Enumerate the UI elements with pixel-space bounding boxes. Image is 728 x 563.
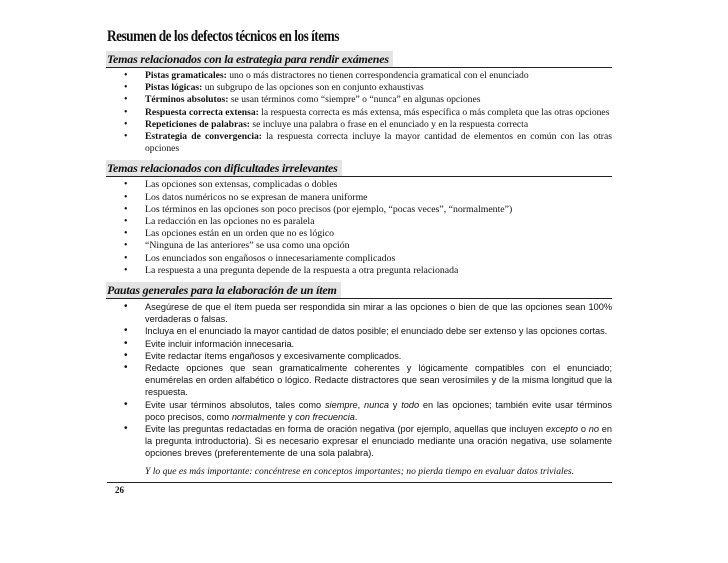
section-rule <box>106 176 612 177</box>
bullet-icon: • <box>124 337 128 349</box>
list-item-text: Las opciones están en un orden que no es lógico <box>145 228 335 240</box>
list-item <box>107 240 612 252</box>
list-item <box>107 204 612 216</box>
term-label: Respuesta correcta extensa: <box>145 106 259 118</box>
section-rule <box>106 67 612 68</box>
list-item <box>107 131 612 155</box>
bullet-icon: • <box>124 82 128 94</box>
list-item <box>107 301 612 325</box>
list-item-text: en la pregunta introductoria). Si es necesario expresar el enunciado mediante una oración negativa, use solamente opciones breves (preferentemente de una sola palabra). <box>145 424 612 459</box>
list-item-text: Los datos numéricos no se expresan de manera uniforme <box>145 191 368 203</box>
list-item <box>107 399 612 423</box>
bullet-icon: • <box>124 349 128 361</box>
strategy-list <box>107 70 612 155</box>
list-item-text: Redacte opciones que sean gramaticalmente coherentes y lógicamente compatibles con el enunciado; enumérelas en orden alfabético o lógico. Redacte distractores que sean verosímiles y de la misma longitud que la respuesta. <box>145 363 612 398</box>
closing-note: Y lo que es más importante: concéntrese en conceptos importantes; no pierda tiempo en evaluar datos triviales. <box>145 465 575 477</box>
list-item <box>107 94 612 106</box>
list-item <box>107 325 612 337</box>
bullet-icon: • <box>124 362 128 374</box>
bullet-icon: • <box>124 70 128 81</box>
bullet-icon: • <box>124 264 128 276</box>
bullet-icon: • <box>124 118 128 130</box>
document-page <box>107 28 612 495</box>
list-item-text: y <box>389 399 402 410</box>
list-item-text: “Ninguna de las anteriores” se usa como una opción <box>145 240 350 252</box>
term-description: la respuesta correcta incluye la mayor cantidad de elementos en común con las otras opciones <box>145 131 612 155</box>
list-item-text: Los enunciados son engañosos o innecesariamente complicados <box>145 252 396 264</box>
section-heading-guidelines <box>106 281 612 299</box>
list-item <box>107 107 612 119</box>
difficulties-list <box>107 179 612 277</box>
list-item-text: o <box>578 424 589 435</box>
list-item <box>107 179 612 191</box>
list-item <box>107 265 612 277</box>
list-item-text: Asegúrese de que el ítem pueda ser respondida sin mirar a las opciones o bien de que las opciones sean 100% verdaderas o falsas. <box>145 302 612 325</box>
bullet-icon: • <box>124 131 128 143</box>
term-description: uno o más distractores no tienen correspondencia gramatical con el enunciado <box>226 70 529 81</box>
bullet-icon: • <box>124 325 128 337</box>
section-heading-label: Temas relacionados con la estrategia para rendir exámenes <box>106 51 393 68</box>
list-item-text: Evite las preguntas redactadas en forma de oración negativa (por ejemplo, aquellas que incluyen <box>145 424 546 435</box>
term-description: se incluye una palabra o frase en el enunciado y en la respuesta correcta <box>250 118 529 130</box>
term-label: Términos absolutos: <box>145 94 229 106</box>
bullet-icon: • <box>124 216 128 228</box>
emphasized-term: excepto <box>545 424 579 435</box>
list-item <box>107 423 612 460</box>
bullet-icon: • <box>124 203 128 215</box>
emphasized-term: no <box>588 424 599 435</box>
footer-rule <box>107 482 612 483</box>
term-label: Repeticiones de palabras: <box>145 118 250 130</box>
bullet-icon: • <box>124 252 128 264</box>
list-item <box>107 228 612 240</box>
bullet-icon: • <box>124 240 128 252</box>
term-label: Pistas lógicas: <box>145 82 203 94</box>
term-description: un subgrupo de las opciones son en conjunto exhaustivas <box>202 82 424 94</box>
list-item-text: en las opciones; también evite usar términos poco precisos, como <box>145 399 613 422</box>
term-description: se usan términos como “siempre” o “nunca” en algunas opciones <box>228 94 481 106</box>
list-item <box>107 82 612 94</box>
list-item <box>107 253 612 265</box>
emphasized-term: con frecuencia <box>295 411 355 422</box>
bullet-icon: • <box>124 106 128 118</box>
section-heading-difficulties <box>106 159 612 177</box>
term-label: Pistas gramaticales: <box>145 70 227 81</box>
section-heading-label: Temas relacionados con dificultades irrelevantes <box>106 160 342 177</box>
list-item <box>107 70 612 82</box>
list-item-text: Las opciones son extensas, complicadas o dobles <box>145 179 338 191</box>
section-heading-strategy <box>106 50 612 68</box>
list-item <box>107 362 612 399</box>
list-item <box>107 216 612 228</box>
list-item-text: Los términos en las opciones son poco precisos (por ejemplo, “pocas veces”, “normalmente”) <box>145 203 513 215</box>
bullet-icon: • <box>124 179 128 191</box>
emphasized-term: siempre <box>324 399 358 410</box>
emphasized-term: todo <box>401 399 420 410</box>
list-item-text: y <box>285 411 296 422</box>
list-item-text: La respuesta a una pregunta depende de la respuesta a otra pregunta relacionada <box>145 264 459 276</box>
bullet-icon: • <box>124 228 128 240</box>
list-item-text: Evite redactar ítems engañosos y excesivamente complicados. <box>145 350 402 361</box>
page-title: Resumen de los defectos técnicos en los ítems <box>107 28 339 45</box>
list-item-text: Evite usar términos absolutos, tales como <box>145 399 325 410</box>
list-item <box>107 338 612 350</box>
list-item-text: . <box>354 411 358 422</box>
section-heading-label: Pautas generales para la elaboración de un ítem <box>106 282 341 299</box>
section-rule <box>106 298 612 299</box>
list-item-text: Incluya en el enunciado la mayor cantidad de datos posible; el enunciado debe ser extenso y las opciones cortas. <box>145 326 608 337</box>
term-description: la respuesta correcta es más extensa, más específica o más completa que las otras opciones <box>258 106 610 118</box>
list-item-text: La redacción en las opciones no es paralela <box>145 216 315 228</box>
list-item-text: Evite incluir información innecesaria. <box>145 338 295 349</box>
guidelines-list <box>107 301 612 460</box>
term-label: Estrategia de convergencia: <box>145 131 262 143</box>
bullet-icon: • <box>124 398 128 410</box>
bullet-icon: • <box>124 94 128 106</box>
emphasized-term: nunca <box>363 399 390 410</box>
list-item <box>107 192 612 204</box>
bullet-icon: • <box>124 423 128 435</box>
emphasized-term: normalmente <box>231 411 286 422</box>
page-number: 26 <box>115 484 124 495</box>
bullet-icon: • <box>124 301 128 313</box>
list-item <box>107 119 612 131</box>
list-item <box>107 350 612 362</box>
list-item-text: , <box>357 399 364 410</box>
bullet-icon: • <box>124 191 128 203</box>
